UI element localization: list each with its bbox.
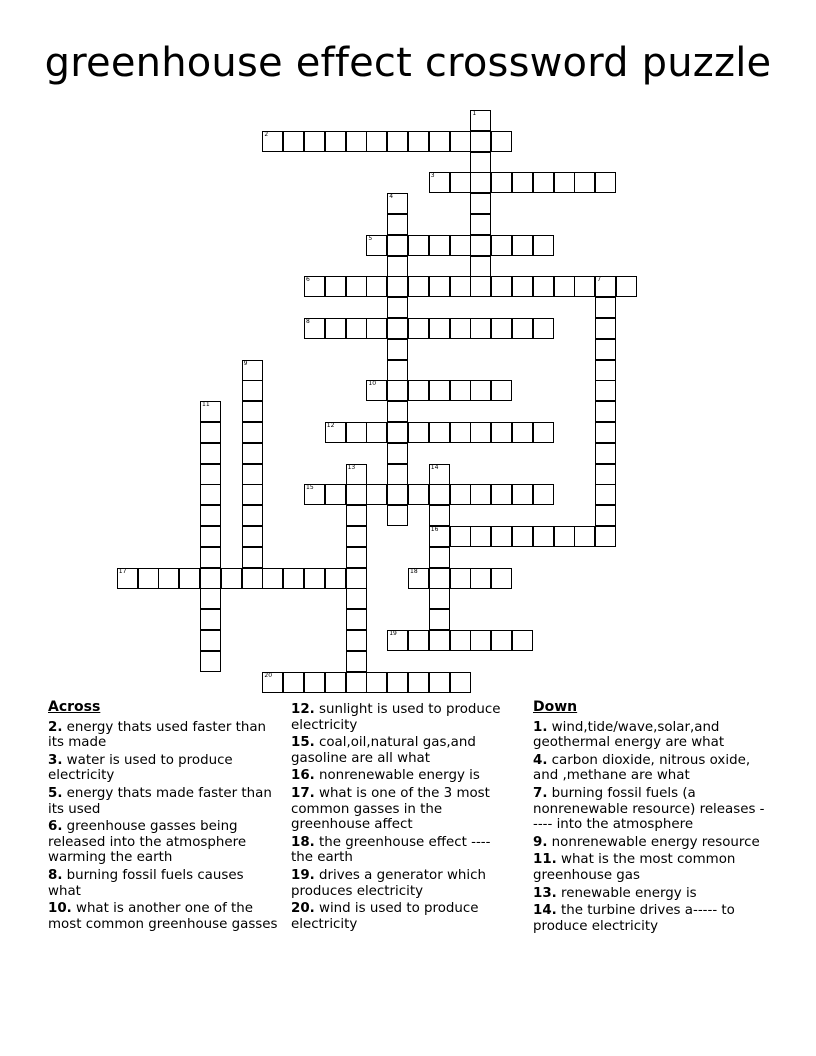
grid-cell[interactable] [470, 526, 491, 547]
clue-number-label: 14. [533, 903, 557, 919]
grid-cell[interactable] [283, 131, 304, 152]
grid-cell[interactable] [221, 568, 242, 589]
clue-number-label: 15. [291, 735, 315, 751]
clue-number: 6 [306, 276, 310, 284]
clue-item [533, 903, 769, 934]
clue-item [291, 768, 516, 784]
grid-cell[interactable] [408, 630, 429, 651]
grid-cell[interactable] [450, 276, 471, 297]
clue-text: burning fossil fuels (a nonrenewable resource) releases ----- into the atmosphere [533, 785, 765, 833]
clue-text: coal,oil,natural gas,and gasoline are all what [291, 735, 476, 766]
clue-number-label: 20. [291, 901, 315, 917]
clue-item [48, 720, 280, 751]
clue-number: 3 [430, 172, 435, 180]
grid-cell[interactable] [491, 380, 512, 401]
grid-cell[interactable] [470, 235, 491, 256]
grid-cell[interactable] [574, 276, 595, 297]
grid-cell[interactable] [429, 505, 450, 526]
grid-cell[interactable] [200, 609, 221, 630]
grid-cell[interactable] [387, 214, 408, 235]
grid-cell[interactable] [554, 276, 575, 297]
clue-number-label: 6. [48, 819, 63, 835]
clue-text: nonrenewable energy is [314, 768, 480, 784]
grid-cell[interactable] [533, 276, 554, 297]
clue-number-label: 11. [533, 852, 557, 868]
grid-cell[interactable] [242, 526, 263, 547]
grid-cell[interactable] [595, 172, 616, 193]
grid-cell[interactable] [304, 672, 325, 693]
grid-cell[interactable] [242, 422, 263, 443]
grid-cell[interactable] [491, 630, 512, 651]
clue-text: what is another one of the most common greenhouse gasses [48, 901, 278, 932]
grid-cell[interactable] [138, 568, 159, 589]
grid-cell[interactable] [346, 672, 367, 693]
grid-cell[interactable] [387, 630, 408, 651]
grid-cell[interactable] [470, 110, 491, 131]
clue-item [291, 868, 516, 899]
clue-number: 11 [202, 401, 210, 409]
grid-cell[interactable] [346, 651, 367, 672]
grid-cell[interactable] [491, 172, 512, 193]
clue-text: drives a generator which produces electricity [291, 867, 486, 899]
grid-cell[interactable] [429, 484, 450, 505]
down-clues-column [533, 700, 769, 936]
clue-number: 7 [597, 276, 602, 284]
grid-cell[interactable] [346, 505, 367, 526]
clue-item [533, 753, 769, 784]
clue-number: 1 [472, 110, 477, 117]
clue-item [291, 835, 516, 866]
grid-cell[interactable] [595, 443, 616, 464]
grid-cell[interactable] [346, 609, 367, 630]
grid-cell[interactable] [408, 672, 429, 693]
clue-item [533, 852, 769, 883]
grid-cell[interactable] [512, 172, 533, 193]
clue-number: 16 [430, 526, 439, 533]
grid-cell[interactable] [325, 131, 346, 152]
clue-number: 2 [264, 130, 269, 138]
grid-cell[interactable] [366, 484, 387, 505]
grid-cell[interactable] [242, 547, 263, 568]
grid-cell[interactable] [387, 464, 408, 485]
grid-cell[interactable] [387, 339, 408, 360]
clue-number: 4 [389, 193, 394, 201]
clue-number: 5 [368, 234, 373, 242]
grid-cell[interactable] [574, 172, 595, 193]
grid-cell[interactable] [283, 672, 304, 693]
clue-item [291, 735, 516, 766]
grid-cell[interactable] [262, 568, 283, 589]
grid-cell[interactable] [429, 172, 450, 193]
clue-number-label: 13. [533, 885, 557, 901]
grid-cell[interactable] [387, 256, 408, 277]
grid-cell[interactable] [242, 360, 263, 381]
grid-cell[interactable] [200, 651, 221, 672]
grid-cell[interactable] [450, 568, 471, 589]
grid-cell[interactable] [242, 464, 263, 485]
grid-cell[interactable] [616, 276, 637, 297]
grid-cell[interactable] [304, 484, 325, 505]
grid-cell[interactable] [470, 422, 491, 443]
clue-text: wind is used to produce electricity [291, 901, 479, 932]
grid-cell[interactable] [595, 297, 616, 318]
grid-cell[interactable] [450, 172, 471, 193]
grid-cell[interactable] [533, 422, 554, 443]
clue-number-label: 2. [48, 719, 63, 735]
clue-number-label: 5. [48, 785, 63, 801]
grid-cell[interactable] [491, 484, 512, 505]
grid-cell[interactable] [387, 193, 408, 214]
grid-cell[interactable] [450, 318, 471, 339]
grid-cell[interactable] [450, 672, 471, 693]
clue-number-label: 16. [291, 768, 315, 784]
grid-cell[interactable] [429, 568, 450, 589]
clue-item [48, 753, 280, 784]
grid-cell[interactable] [387, 505, 408, 526]
grid-cell[interactable] [242, 505, 263, 526]
clue-item [291, 786, 516, 833]
grid-cell[interactable] [450, 526, 471, 547]
grid-cell[interactable] [554, 526, 575, 547]
grid-cell[interactable] [387, 318, 408, 339]
clue-item [48, 901, 280, 932]
grid-cell[interactable] [366, 422, 387, 443]
clue-number: 12 [326, 422, 335, 429]
grid-cell[interactable] [429, 318, 450, 339]
grid-cell[interactable] [200, 422, 221, 443]
grid-cell[interactable] [346, 588, 367, 609]
grid-cell[interactable] [470, 484, 491, 505]
grid-cell[interactable] [512, 318, 533, 339]
grid-cell[interactable] [366, 380, 387, 401]
grid-cell[interactable] [325, 672, 346, 693]
grid-cell[interactable] [491, 131, 512, 152]
grid-cell[interactable] [470, 256, 491, 277]
clue-number-label: 17. [291, 785, 315, 801]
clue-item [291, 702, 516, 733]
grid-cell[interactable] [512, 484, 533, 505]
grid-cell[interactable] [346, 547, 367, 568]
grid-cell[interactable] [304, 276, 325, 297]
grid-cell[interactable] [242, 484, 263, 505]
clue-text: greenhouse gasses being released into the atmosphere warming the earth [48, 819, 247, 866]
grid-cell[interactable] [200, 484, 221, 505]
grid-cell[interactable] [346, 484, 367, 505]
grid-cell[interactable] [325, 484, 346, 505]
grid-cell[interactable] [408, 131, 429, 152]
grid-cell[interactable] [387, 422, 408, 443]
grid-cell[interactable] [450, 630, 471, 651]
grid-cell[interactable] [595, 505, 616, 526]
clue-item [48, 786, 280, 817]
grid-cell[interactable] [491, 568, 512, 589]
clue-item [533, 835, 769, 851]
grid-cell[interactable] [429, 131, 450, 152]
clue-item [533, 786, 769, 833]
grid-cell[interactable] [450, 484, 471, 505]
grid-cell[interactable] [554, 172, 575, 193]
grid-cell[interactable] [387, 360, 408, 381]
grid-cell[interactable] [450, 131, 471, 152]
across-heading: Across [48, 699, 101, 715]
grid-cell[interactable] [262, 131, 283, 152]
grid-cell[interactable] [366, 318, 387, 339]
grid-cell[interactable] [408, 235, 429, 256]
clue-number-label: 10. [48, 901, 72, 917]
grid-cell[interactable] [346, 422, 367, 443]
grid-cell[interactable] [470, 568, 491, 589]
grid-cell[interactable] [595, 422, 616, 443]
grid-cell[interactable] [491, 276, 512, 297]
across-clues-column-2 [291, 702, 516, 934]
grid-cell[interactable] [595, 339, 616, 360]
grid-cell[interactable] [200, 505, 221, 526]
grid-cell[interactable] [262, 672, 283, 693]
grid-cell[interactable] [387, 297, 408, 318]
grid-cell[interactable] [512, 630, 533, 651]
grid-cell[interactable] [408, 276, 429, 297]
grid-cell[interactable] [366, 235, 387, 256]
grid-cell[interactable] [242, 443, 263, 464]
clue-item [533, 720, 769, 751]
grid-cell[interactable] [346, 630, 367, 651]
grid-cell[interactable] [574, 526, 595, 547]
clue-text: carbon dioxide, nitrous oxide, and ,methane are what [533, 752, 751, 784]
grid-cell[interactable] [429, 672, 450, 693]
clue-number-label: 19. [291, 867, 315, 883]
grid-cell[interactable] [408, 380, 429, 401]
grid-cell[interactable] [387, 235, 408, 256]
grid-cell[interactable] [429, 588, 450, 609]
clue-number-label: 9. [533, 834, 548, 850]
grid-cell[interactable] [346, 526, 367, 547]
grid-cell[interactable] [325, 276, 346, 297]
clue-text: what is one of the 3 most common gasses in the greenhouse affect [291, 785, 490, 833]
grid-cell[interactable] [346, 464, 367, 485]
grid-cell[interactable] [387, 672, 408, 693]
grid-cell[interactable] [429, 609, 450, 630]
grid-cell[interactable] [429, 235, 450, 256]
grid-cell[interactable] [450, 422, 471, 443]
grid-cell[interactable] [595, 484, 616, 505]
across-clues-column-1 [48, 700, 280, 934]
grid-cell[interactable] [470, 193, 491, 214]
grid-cell[interactable] [429, 464, 450, 485]
clue-text: the greenhouse effect ---- the earth [291, 834, 491, 866]
clue-text: wind,tide/wave,solar,and geothermal energy are what [533, 719, 725, 751]
grid-cell[interactable] [179, 568, 200, 589]
grid-cell[interactable] [304, 568, 325, 589]
clue-number: 17 [118, 567, 127, 575]
clue-number-label: 4. [533, 752, 548, 768]
grid-cell[interactable] [595, 464, 616, 485]
clue-text: water is used to produce electricity [48, 752, 233, 784]
grid-cell[interactable] [200, 588, 221, 609]
grid-cell[interactable] [325, 422, 346, 443]
grid-cell[interactable] [200, 630, 221, 651]
grid-cell[interactable] [512, 235, 533, 256]
clue-text: nonrenewable energy resource [547, 834, 760, 850]
clue-number: 19 [389, 630, 397, 637]
grid-cell[interactable] [429, 276, 450, 297]
clue-item [533, 886, 769, 902]
grid-cell[interactable] [242, 568, 263, 589]
grid-cell[interactable] [408, 318, 429, 339]
grid-cell[interactable] [470, 630, 491, 651]
grid-cell[interactable] [470, 152, 491, 173]
grid-cell[interactable] [533, 235, 554, 256]
grid-cell[interactable] [366, 276, 387, 297]
clue-number: 13 [347, 463, 356, 471]
grid-cell[interactable] [387, 443, 408, 464]
grid-cell[interactable] [512, 276, 533, 297]
grid-cell[interactable] [366, 131, 387, 152]
grid-cell[interactable] [429, 630, 450, 651]
grid-cell[interactable] [470, 214, 491, 235]
clue-text: renewable energy is [556, 885, 697, 901]
clue-text: burning fossil fuels causes what [48, 867, 244, 899]
clue-text: what is the most common greenhouse gas [533, 852, 736, 883]
grid-cell[interactable] [512, 526, 533, 547]
grid-cell[interactable] [304, 131, 325, 152]
clue-number-label: 7. [533, 785, 548, 801]
clue-number-label: 1. [533, 719, 548, 735]
grid-cell[interactable] [470, 318, 491, 339]
clue-number: 18 [410, 567, 418, 575]
grid-cell[interactable] [533, 484, 554, 505]
grid-cell[interactable] [200, 401, 221, 422]
grid-cell[interactable] [512, 422, 533, 443]
grid-cell[interactable] [491, 235, 512, 256]
grid-cell[interactable] [387, 131, 408, 152]
grid-cell[interactable] [283, 568, 304, 589]
clue-number-label: 12. [291, 702, 315, 717]
grid-cell[interactable] [533, 526, 554, 547]
grid-cell[interactable] [387, 276, 408, 297]
grid-cell[interactable] [408, 484, 429, 505]
clue-text: energy thats made faster than its used [48, 785, 272, 817]
grid-cell[interactable] [242, 380, 263, 401]
clue-number-label: 18. [291, 834, 315, 850]
grid-cell[interactable] [450, 235, 471, 256]
grid-cell[interactable] [242, 401, 263, 422]
grid-cell[interactable] [595, 360, 616, 381]
grid-cell[interactable] [346, 568, 367, 589]
grid-cell[interactable] [408, 422, 429, 443]
grid-cell[interactable] [346, 131, 367, 152]
grid-cell[interactable] [387, 484, 408, 505]
clue-item [48, 819, 280, 866]
clue-text: energy thats used faster than its made [48, 719, 267, 751]
grid-cell[interactable] [429, 422, 450, 443]
grid-cell[interactable] [200, 526, 221, 547]
grid-cell[interactable] [470, 276, 491, 297]
down-heading: Down [533, 699, 578, 715]
grid-cell[interactable] [429, 526, 450, 547]
grid-cell[interactable] [533, 172, 554, 193]
page-title: greenhouse effect crossword puzzle [44, 40, 772, 86]
grid-cell[interactable] [429, 547, 450, 568]
clue-number: 8 [306, 318, 310, 325]
clue-item [48, 868, 280, 899]
clue-number: 9 [243, 359, 248, 367]
grid-cell[interactable] [346, 276, 367, 297]
grid-cell[interactable] [595, 380, 616, 401]
grid-cell[interactable] [304, 318, 325, 339]
grid-cell[interactable] [470, 380, 491, 401]
grid-cell[interactable] [200, 547, 221, 568]
grid-cell[interactable] [200, 464, 221, 485]
clue-number: 10 [368, 380, 377, 388]
grid-cell[interactable] [595, 526, 616, 547]
grid-cell[interactable] [200, 443, 221, 464]
grid-cell[interactable] [346, 318, 367, 339]
clue-number: 20 [264, 671, 273, 679]
grid-cell[interactable] [387, 401, 408, 422]
grid-cell[interactable] [491, 318, 512, 339]
grid-cell[interactable] [470, 131, 491, 152]
grid-cell[interactable] [325, 318, 346, 339]
grid-cell[interactable] [387, 380, 408, 401]
clue-text: the turbine drives a----- to produce electricity [533, 903, 735, 934]
grid-cell[interactable] [470, 172, 491, 193]
clue-number: 15 [306, 484, 314, 492]
grid-cell[interactable] [595, 401, 616, 422]
grid-cell[interactable] [429, 380, 450, 401]
grid-cell[interactable] [491, 526, 512, 547]
clue-number-label: 3. [48, 752, 63, 768]
clue-item [291, 901, 516, 932]
grid-cell[interactable] [408, 568, 429, 589]
grid-cell[interactable] [158, 568, 179, 589]
clue-number-label: 8. [48, 867, 63, 883]
grid-cell[interactable] [117, 568, 138, 589]
grid-cell[interactable] [595, 318, 616, 339]
grid-cell[interactable] [491, 422, 512, 443]
clue-text: sunlight is used to produce electricity [291, 702, 501, 733]
clue-number: 14 [430, 463, 439, 471]
grid-cell[interactable] [595, 276, 616, 297]
grid-cell[interactable] [450, 380, 471, 401]
grid-cell[interactable] [366, 672, 387, 693]
grid-cell[interactable] [200, 568, 221, 589]
grid-cell[interactable] [325, 568, 346, 589]
grid-cell[interactable] [533, 318, 554, 339]
